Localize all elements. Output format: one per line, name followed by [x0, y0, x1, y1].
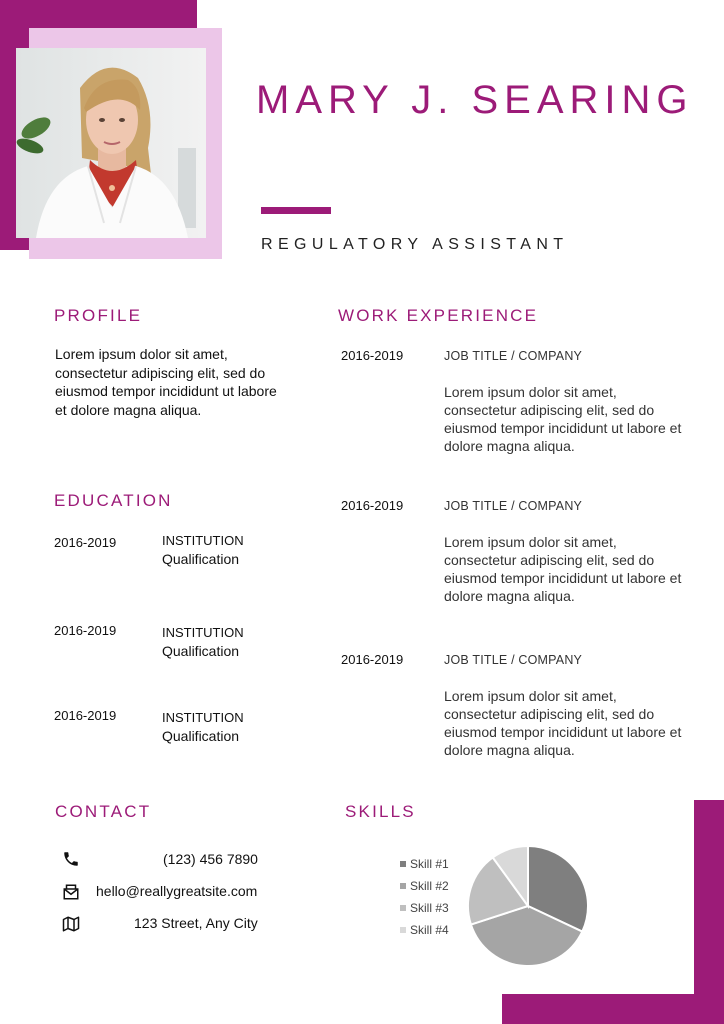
legend-label: Skill #3	[410, 901, 449, 915]
legend-item	[400, 879, 449, 893]
education-year: 2016-2019	[54, 535, 117, 550]
education-institution: INSTITUTION	[162, 533, 244, 548]
contact-heading: CONTACT	[55, 802, 152, 821]
education-qualification: Qualification	[162, 643, 240, 659]
legend-label: Skill #1	[410, 857, 449, 871]
legend-swatch	[400, 861, 406, 867]
work-job-title: JOB TITLE / COMPANY	[444, 499, 583, 513]
education-heading: EDUCATION	[54, 491, 173, 510]
work-description: Lorem ipsum dolor sit amet, consectetur adipiscing elit, sed do eiusmod tempor incididunt ut labore et dolore magna aliqua.	[444, 534, 682, 604]
education-institution: INSTITUTION	[162, 625, 244, 640]
legend-item	[400, 901, 449, 915]
profile-text: Lorem ipsum dolor sit amet, consectetur adipiscing elit, sed do eiusmod tempor incididunt ut labore et dolore magna aliqua.	[55, 346, 277, 418]
legend-label: Skill #2	[410, 879, 449, 893]
education-qualification: Qualification	[162, 551, 240, 567]
work-description: Lorem ipsum dolor sit amet, consectetur adipiscing elit, sed do eiusmod tempor incididunt ut labore et dolore magna aliqua.	[444, 688, 682, 758]
person-name: MARY J. SEARING	[256, 78, 694, 122]
profile-photo	[16, 48, 206, 238]
work-year: 2016-2019	[341, 652, 404, 667]
profile-heading: PROFILE	[54, 306, 143, 325]
phone-icon	[62, 850, 80, 868]
work-year: 2016-2019	[341, 348, 404, 363]
contact-phone: (123) 456 7890	[163, 851, 258, 867]
skills-pie-chart	[458, 836, 598, 976]
legend-item	[400, 923, 449, 937]
education-year: 2016-2019	[54, 623, 117, 638]
education-entry	[162, 708, 244, 746]
skills-legend	[400, 857, 449, 945]
education-year: 2016-2019	[54, 708, 117, 723]
work-heading: WORK EXPERIENCE	[338, 306, 539, 325]
legend-swatch	[400, 883, 406, 889]
job-title: REGULATORY ASSISTANT	[261, 236, 569, 253]
map-icon	[62, 915, 80, 933]
contact-address: 123 Street, Any City	[134, 915, 258, 931]
legend-item	[400, 857, 449, 871]
work-year: 2016-2019	[341, 498, 404, 513]
legend-swatch	[400, 927, 406, 933]
legend-swatch	[400, 905, 406, 911]
education-entry	[162, 531, 244, 569]
name-underline	[261, 207, 331, 214]
education-institution: INSTITUTION	[162, 710, 244, 725]
education-entry	[162, 623, 244, 661]
footer-accent-horizontal	[502, 994, 724, 1024]
work-description: Lorem ipsum dolor sit amet, consectetur adipiscing elit, sed do eiusmod tempor incididunt ut labore et dolore magna aliqua.	[444, 384, 682, 454]
skills-heading: SKILLS	[345, 802, 416, 821]
contact-email: hello@reallygreatsite.com	[96, 883, 258, 899]
footer-accent-vertical	[694, 800, 724, 1024]
work-job-title: JOB TITLE / COMPANY	[444, 349, 583, 363]
legend-label: Skill #4	[410, 923, 449, 937]
education-qualification: Qualification	[162, 728, 240, 744]
mail-icon	[62, 883, 80, 901]
work-job-title: JOB TITLE / COMPANY	[444, 653, 583, 667]
